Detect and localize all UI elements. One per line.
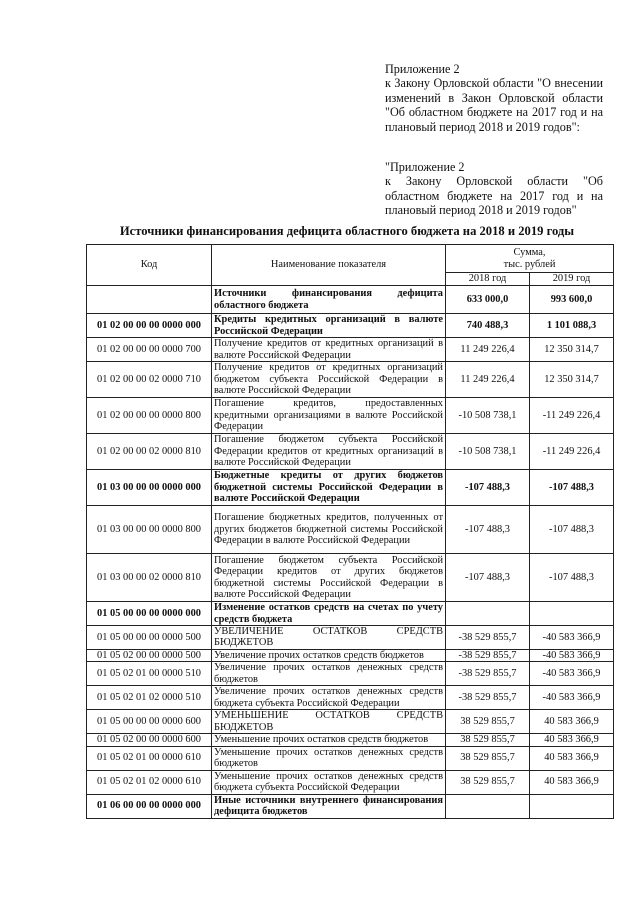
financing-sources-table: [86, 244, 614, 819]
row-code: 01 05 00 00 00 0000 500: [87, 626, 212, 650]
table-row: [87, 506, 614, 554]
row-code: 01 05 02 01 02 0000 610: [87, 770, 212, 794]
row-name: Иные источники внутреннего финансирования дефицита бюджетов: [212, 794, 446, 818]
table-body: [87, 286, 614, 819]
table-row: [87, 794, 614, 818]
row-value-2018: 740 488,3: [446, 314, 530, 338]
row-value-2018: 38 529 855,7: [446, 770, 530, 794]
header-sum-label: Сумма,: [513, 247, 546, 259]
row-value-2018: -107 488,3: [446, 554, 530, 602]
row-value-2019: 40 583 366,9: [530, 746, 614, 770]
row-value-2019: -40 583 366,9: [530, 662, 614, 686]
row-value-2019: -107 488,3: [530, 470, 614, 506]
row-name: Увеличение прочих остатков средств бюджетов: [212, 649, 446, 661]
row-name: Погашение бюджетом субъекта Российской Федерации кредитов от кредитных организаций в валюте Российской Федерации: [212, 434, 446, 470]
row-name: Увеличение прочих остатков денежных средств бюджета субъекта Российской Федерации: [212, 686, 446, 710]
row-name: Уменьшение прочих остатков денежных средств бюджета субъекта Российской Федерации: [212, 770, 446, 794]
row-value-2019: -107 488,3: [530, 506, 614, 554]
row-name: Погашение кредитов, предоставленных кредитными организациями в валюте Российской Федерации: [212, 398, 446, 434]
document-title: Источники финансирования дефицита областного бюджета на 2018 и 2019 годы: [119, 224, 575, 238]
appendix-text: к Закону Орловской области "Об областном бюджете на 2017 год и на плановый период 2018 и 2019 годов": [385, 174, 603, 218]
row-value-2018: [446, 602, 530, 626]
row-name: Погашение бюджетных кредитов, полученных от других бюджетов бюджетной системы Российской Федерации в валюте Российской Федерации: [212, 506, 446, 554]
row-code: 01 02 00 00 00 0000 800: [87, 398, 212, 434]
row-value-2019: [530, 794, 614, 818]
row-code: 01 05 02 01 00 0000 510: [87, 662, 212, 686]
row-value-2019: 12 350 314,7: [530, 338, 614, 362]
table-row: [87, 626, 614, 650]
row-code: 01 03 00 00 02 0000 810: [87, 554, 212, 602]
table-row: [87, 286, 614, 314]
row-value-2019: -40 583 366,9: [530, 626, 614, 650]
row-value-2019: 40 583 366,9: [530, 734, 614, 746]
table-row: [87, 710, 614, 734]
row-value-2019: -40 583 366,9: [530, 686, 614, 710]
row-value-2018: -38 529 855,7: [446, 662, 530, 686]
row-code: 01 05 02 01 02 0000 510: [87, 686, 212, 710]
appendix-heading: Приложение 2: [385, 62, 460, 76]
row-value-2018: -107 488,3: [446, 470, 530, 506]
row-code: [87, 286, 212, 314]
appendix-text: к Закону Орловской области "О внесении изменений в Закон Орловской области "Об областном бюджете на 2017 год и на плановый период 2018 и 2019 годов":: [385, 76, 603, 134]
table-row: [87, 362, 614, 398]
header-sum: [446, 245, 614, 273]
row-code: 01 06 00 00 00 0000 000: [87, 794, 212, 818]
header-year-2018: 2018 год: [446, 273, 530, 286]
row-name: Увеличение прочих остатков денежных средств бюджетов: [212, 662, 446, 686]
row-value-2018: -38 529 855,7: [446, 626, 530, 650]
row-name: Получение кредитов от кредитных организаций в валюте Российской Федерации: [212, 338, 446, 362]
header-sum-unit: тыс. рублей: [503, 258, 556, 270]
row-value-2019: -107 488,3: [530, 554, 614, 602]
row-code: 01 05 02 00 00 0000 500: [87, 649, 212, 661]
row-value-2019: 1 101 088,3: [530, 314, 614, 338]
row-code: 01 02 00 00 02 0000 810: [87, 434, 212, 470]
row-value-2018: -38 529 855,7: [446, 686, 530, 710]
row-value-2019: 40 583 366,9: [530, 710, 614, 734]
appendix-note-current: [385, 62, 603, 134]
row-code: 01 05 02 00 00 0000 600: [87, 734, 212, 746]
table-row: [87, 554, 614, 602]
row-value-2018: 38 529 855,7: [446, 746, 530, 770]
row-name: Источники финансирования дефицита областного бюджета: [212, 286, 446, 314]
table-row: [87, 686, 614, 710]
row-code: 01 02 00 00 02 0000 710: [87, 362, 212, 398]
row-value-2018: 11 249 226,4: [446, 362, 530, 398]
row-name: Бюджетные кредиты от других бюджетов бюджетной системы Российской Федерации в валюте Российской Федерации: [212, 470, 446, 506]
table-row: [87, 398, 614, 434]
row-value-2018: -38 529 855,7: [446, 649, 530, 661]
table-row: [87, 770, 614, 794]
header-year-2019: 2019 год: [530, 273, 614, 286]
row-value-2019: 993 600,0: [530, 286, 614, 314]
row-name: Кредиты кредитных организаций в валюте Российской Федерации: [212, 314, 446, 338]
row-value-2018: -107 488,3: [446, 506, 530, 554]
appendix-note-original: [385, 160, 603, 218]
row-value-2018: 633 000,0: [446, 286, 530, 314]
header-code: Код: [87, 245, 212, 286]
row-value-2019: [530, 602, 614, 626]
row-name: Погашение бюджетом субъекта Российской Федерации кредитов от других бюджетов бюджетной системы Российской Федерации в валюте Российской Федерации: [212, 554, 446, 602]
row-code: 01 03 00 00 00 0000 800: [87, 506, 212, 554]
row-value-2019: 40 583 366,9: [530, 770, 614, 794]
table-row: [87, 338, 614, 362]
table-row: [87, 470, 614, 506]
row-code: 01 05 00 00 00 0000 000: [87, 602, 212, 626]
header-name: Наименование показателя: [212, 245, 446, 286]
row-code: 01 02 00 00 00 0000 000: [87, 314, 212, 338]
row-name: Изменение остатков средств на счетах по учету средств бюджета: [212, 602, 446, 626]
row-value-2018: 11 249 226,4: [446, 338, 530, 362]
row-value-2018: -10 508 738,1: [446, 398, 530, 434]
row-code: 01 02 00 00 00 0000 700: [87, 338, 212, 362]
row-value-2018: 38 529 855,7: [446, 710, 530, 734]
row-name: Получение кредитов от кредитных организаций бюджетом субъекта Российской Федерации в валюте Российской Федерации: [212, 362, 446, 398]
appendix-heading: "Приложение 2: [385, 160, 465, 174]
table-row: [87, 314, 614, 338]
table-row: [87, 602, 614, 626]
row-name: Уменьшение прочих остатков средств бюджетов: [212, 734, 446, 746]
row-value-2019: -40 583 366,9: [530, 649, 614, 661]
row-name: УВЕЛИЧЕНИЕ ОСТАТКОВ СРЕДСТВ БЮДЖЕТОВ: [212, 626, 446, 650]
row-value-2018: 38 529 855,7: [446, 734, 530, 746]
table-row: [87, 746, 614, 770]
row-name: УМЕНЬШЕНИЕ ОСТАТКОВ СРЕДСТВ БЮДЖЕТОВ: [212, 710, 446, 734]
row-name: Уменьшение прочих остатков денежных средств бюджетов: [212, 746, 446, 770]
row-code: 01 03 00 00 00 0000 000: [87, 470, 212, 506]
row-code: 01 05 00 00 00 0000 600: [87, 710, 212, 734]
table-row: [87, 662, 614, 686]
row-code: 01 05 02 01 00 0000 610: [87, 746, 212, 770]
row-value-2019: -11 249 226,4: [530, 434, 614, 470]
table-row: [87, 649, 614, 661]
row-value-2019: -11 249 226,4: [530, 398, 614, 434]
row-value-2018: -10 508 738,1: [446, 434, 530, 470]
row-value-2018: [446, 794, 530, 818]
table-row: [87, 734, 614, 746]
row-value-2019: 12 350 314,7: [530, 362, 614, 398]
table-row: [87, 434, 614, 470]
